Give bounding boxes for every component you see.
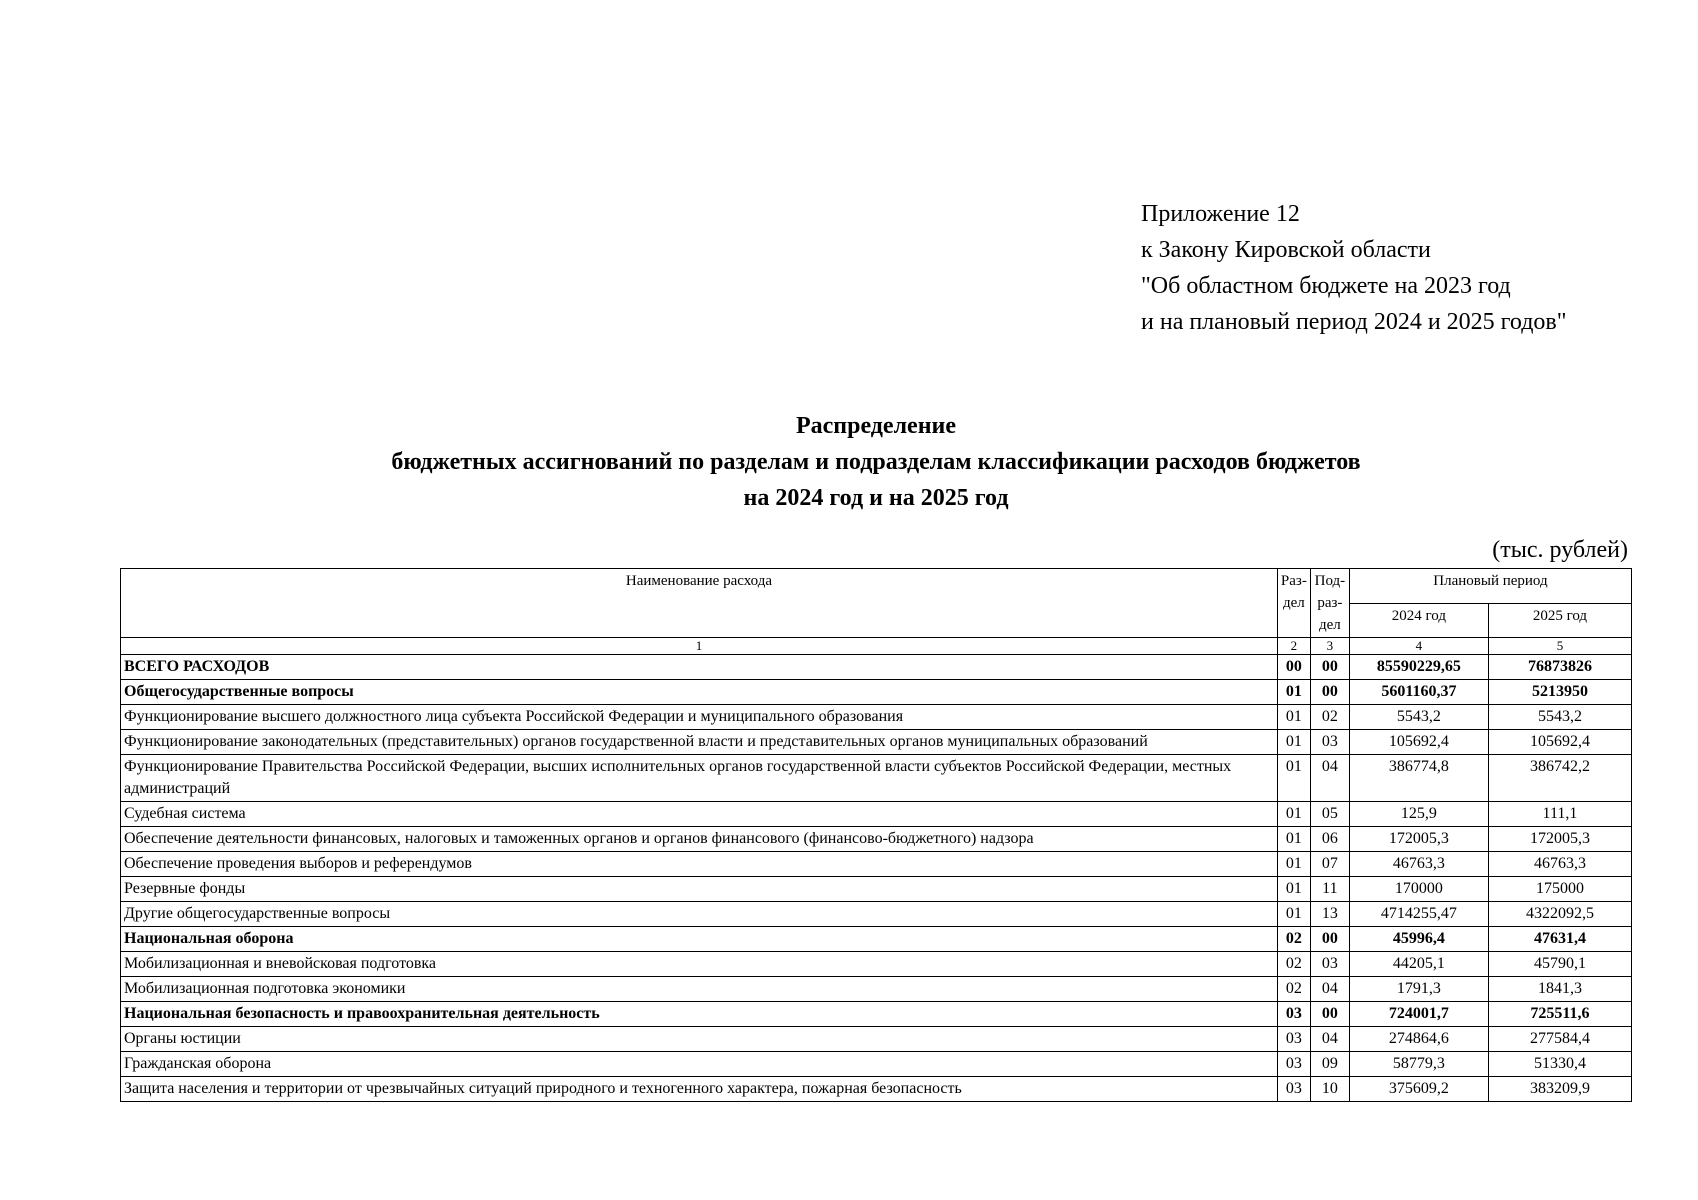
header-subsection-line-2: раз- (1317, 595, 1343, 611)
row-subsection-cell: 03 (1310, 952, 1349, 977)
row-name-cell: Гражданская оборона (121, 1052, 1278, 1077)
row-subsection-cell: 04 (1310, 977, 1349, 1002)
row-value-2024-cell: 5601160,37 (1349, 680, 1488, 705)
row-name-cell: Мобилизационная и вневойсковая подготовка (121, 952, 1278, 977)
row-value-2025-cell: 5543,2 (1488, 705, 1631, 730)
table-row (121, 927, 1632, 952)
row-value-2024-cell: 170000 (1349, 877, 1488, 902)
row-subsection-cell: 03 (1310, 730, 1349, 755)
row-section-cell: 03 (1277, 1002, 1310, 1027)
row-name-cell: Резервные фонды (121, 877, 1278, 902)
row-section-cell: 01 (1277, 680, 1310, 705)
header-name: Наименование расхода (121, 569, 1278, 638)
row-section-cell: 01 (1277, 902, 1310, 927)
row-name-cell: Функционирование Правительства Российской Федерации, высших исполнительных органов государственной власти субъектов Российской Федерации, местных администраций (121, 755, 1278, 802)
row-value-2025-cell: 46763,3 (1488, 852, 1631, 877)
table-row (121, 902, 1632, 927)
row-name-cell: Другие общегосударственные вопросы (121, 902, 1278, 927)
table-row (121, 1027, 1632, 1052)
row-subsection-cell: 00 (1310, 927, 1349, 952)
row-subsection-cell: 00 (1310, 1002, 1349, 1027)
table-row (121, 730, 1632, 755)
table-row (121, 705, 1632, 730)
row-value-2024-cell: 274864,6 (1349, 1027, 1488, 1052)
row-subsection-cell: 04 (1310, 1027, 1349, 1052)
index-cell: 4 (1349, 638, 1488, 655)
row-name-cell: Национальная оборона (121, 927, 1278, 952)
row-value-2025-cell: 5213950 (1488, 680, 1631, 705)
row-section-cell: 01 (1277, 827, 1310, 852)
row-subsection-cell: 00 (1310, 655, 1349, 680)
row-subsection-cell: 04 (1310, 755, 1349, 802)
row-section-cell: 01 (1277, 877, 1310, 902)
row-subsection-cell: 10 (1310, 1077, 1349, 1102)
row-value-2024-cell: 375609,2 (1349, 1077, 1488, 1102)
row-value-2025-cell: 51330,4 (1488, 1052, 1631, 1077)
row-value-2024-cell: 125,9 (1349, 802, 1488, 827)
row-subsection-cell: 11 (1310, 877, 1349, 902)
annex-line-3: "Об областном бюджете на 2023 год (1141, 273, 1511, 299)
header-section-line-2: дел (1282, 595, 1305, 611)
table-row (121, 877, 1632, 902)
row-value-2025-cell: 172005,3 (1488, 827, 1631, 852)
row-value-2025-cell: 4322092,5 (1488, 902, 1631, 927)
row-name-cell: Защита населения и территории от чрезвычайных ситуаций природного и техногенного характера, пожарная безопасность (121, 1077, 1278, 1102)
row-section-cell: 01 (1277, 852, 1310, 877)
header-year-2025: 2025 год (1488, 603, 1631, 638)
row-section-cell: 01 (1277, 705, 1310, 730)
header-subsection-line-3: дел (1318, 617, 1341, 633)
table-row (121, 852, 1632, 877)
table-row (121, 952, 1632, 977)
row-value-2025-cell: 76873826 (1488, 655, 1631, 680)
table-row (121, 755, 1632, 802)
row-section-cell: 03 (1277, 1027, 1310, 1052)
row-subsection-cell: 05 (1310, 802, 1349, 827)
row-value-2024-cell: 1791,3 (1349, 977, 1488, 1002)
row-value-2024-cell: 386774,8 (1349, 755, 1488, 802)
row-value-2024-cell: 58779,3 (1349, 1052, 1488, 1077)
row-value-2024-cell: 5543,2 (1349, 705, 1488, 730)
document-title (0, 408, 1698, 516)
row-name-cell: Функционирование законодательных (представительных) органов государственной власти и представительных органов муниципальных образований (121, 730, 1278, 755)
row-section-cell: 01 (1277, 755, 1310, 802)
row-section-cell: 03 (1277, 1077, 1310, 1102)
table-row (121, 802, 1632, 827)
row-section-cell: 00 (1277, 655, 1310, 680)
row-value-2025-cell: 47631,4 (1488, 927, 1631, 952)
header-year-2024: 2024 год (1349, 603, 1488, 638)
row-value-2024-cell: 45996,4 (1349, 927, 1488, 952)
row-section-cell: 03 (1277, 1052, 1310, 1077)
row-name-cell: Функционирование высшего должностного лица субъекта Российской Федерации и муниципального образования (121, 705, 1278, 730)
row-value-2025-cell: 383209,9 (1488, 1077, 1631, 1102)
row-value-2025-cell: 277584,4 (1488, 1027, 1631, 1052)
row-value-2025-cell: 725511,6 (1488, 1002, 1631, 1027)
index-row (121, 638, 1632, 655)
annex-block (1141, 196, 1567, 340)
row-value-2024-cell: 4714255,47 (1349, 902, 1488, 927)
table-row (121, 1002, 1632, 1027)
header-planned-period: Плановый период (1349, 569, 1631, 604)
row-value-2024-cell: 46763,3 (1349, 852, 1488, 877)
row-name-cell: Судебная система (121, 802, 1278, 827)
index-cell: 1 (121, 638, 1278, 655)
row-value-2025-cell: 175000 (1488, 877, 1631, 902)
row-name-cell: Общегосударственные вопросы (121, 680, 1278, 705)
row-name-cell: ВСЕГО РАСХОДОВ (121, 655, 1278, 680)
row-value-2024-cell: 85590229,65 (1349, 655, 1488, 680)
annex-line-4: и на плановый период 2024 и 2025 годов" (1141, 309, 1567, 335)
row-name-cell: Обеспечение проведения выборов и референдумов (121, 852, 1278, 877)
title-line-1: Распределение (795, 413, 957, 439)
row-value-2024-cell: 724001,7 (1349, 1002, 1488, 1027)
row-subsection-cell: 13 (1310, 902, 1349, 927)
row-section-cell: 02 (1277, 977, 1310, 1002)
header-subsection (1310, 569, 1349, 638)
header-subsection-line-1: Под- (1314, 573, 1346, 589)
row-section-cell: 02 (1277, 927, 1310, 952)
row-value-2025-cell: 1841,3 (1488, 977, 1631, 1002)
row-value-2025-cell: 111,1 (1488, 802, 1631, 827)
title-line-2: бюджетных ассигнований по разделам и подразделам классификации расходов бюджетов (391, 449, 1361, 475)
table-row (121, 655, 1632, 680)
row-name-cell: Национальная безопасность и правоохранительная деятельность (121, 1002, 1278, 1027)
row-subsection-cell: 09 (1310, 1052, 1349, 1077)
row-section-cell: 01 (1277, 730, 1310, 755)
annex-line-2: к Закону Кировской области (1141, 237, 1431, 263)
index-cell: 5 (1488, 638, 1631, 655)
table-row (121, 680, 1632, 705)
table-row (121, 977, 1632, 1002)
row-name-cell: Органы юстиции (121, 1027, 1278, 1052)
units-label: (тыс. рублей) (1492, 537, 1628, 563)
row-subsection-cell: 06 (1310, 827, 1349, 852)
row-subsection-cell: 07 (1310, 852, 1349, 877)
table-row (121, 1052, 1632, 1077)
annex-line-1: Приложение 12 (1141, 201, 1300, 227)
table-row (121, 1077, 1632, 1102)
row-name-cell: Мобилизационная подготовка экономики (121, 977, 1278, 1002)
row-value-2024-cell: 172005,3 (1349, 827, 1488, 852)
row-subsection-cell: 02 (1310, 705, 1349, 730)
header-section (1277, 569, 1310, 638)
table-row (121, 827, 1632, 852)
row-value-2025-cell: 45790,1 (1488, 952, 1631, 977)
row-name-cell: Обеспечение деятельности финансовых, налоговых и таможенных органов и органов финансового (финансово-бюджетного) надзора (121, 827, 1278, 852)
row-section-cell: 02 (1277, 952, 1310, 977)
index-cell: 2 (1277, 638, 1310, 655)
row-value-2025-cell: 386742,2 (1488, 755, 1631, 802)
row-value-2025-cell: 105692,4 (1488, 730, 1631, 755)
row-value-2024-cell: 105692,4 (1349, 730, 1488, 755)
row-section-cell: 01 (1277, 802, 1310, 827)
title-line-3: на 2024 год и на 2025 год (743, 485, 1009, 511)
row-value-2024-cell: 44205,1 (1349, 952, 1488, 977)
row-subsection-cell: 00 (1310, 680, 1349, 705)
index-cell: 3 (1310, 638, 1349, 655)
table-body (121, 655, 1632, 1102)
header-section-line-1: Раз- (1280, 573, 1307, 589)
budget-table (120, 568, 1632, 1102)
